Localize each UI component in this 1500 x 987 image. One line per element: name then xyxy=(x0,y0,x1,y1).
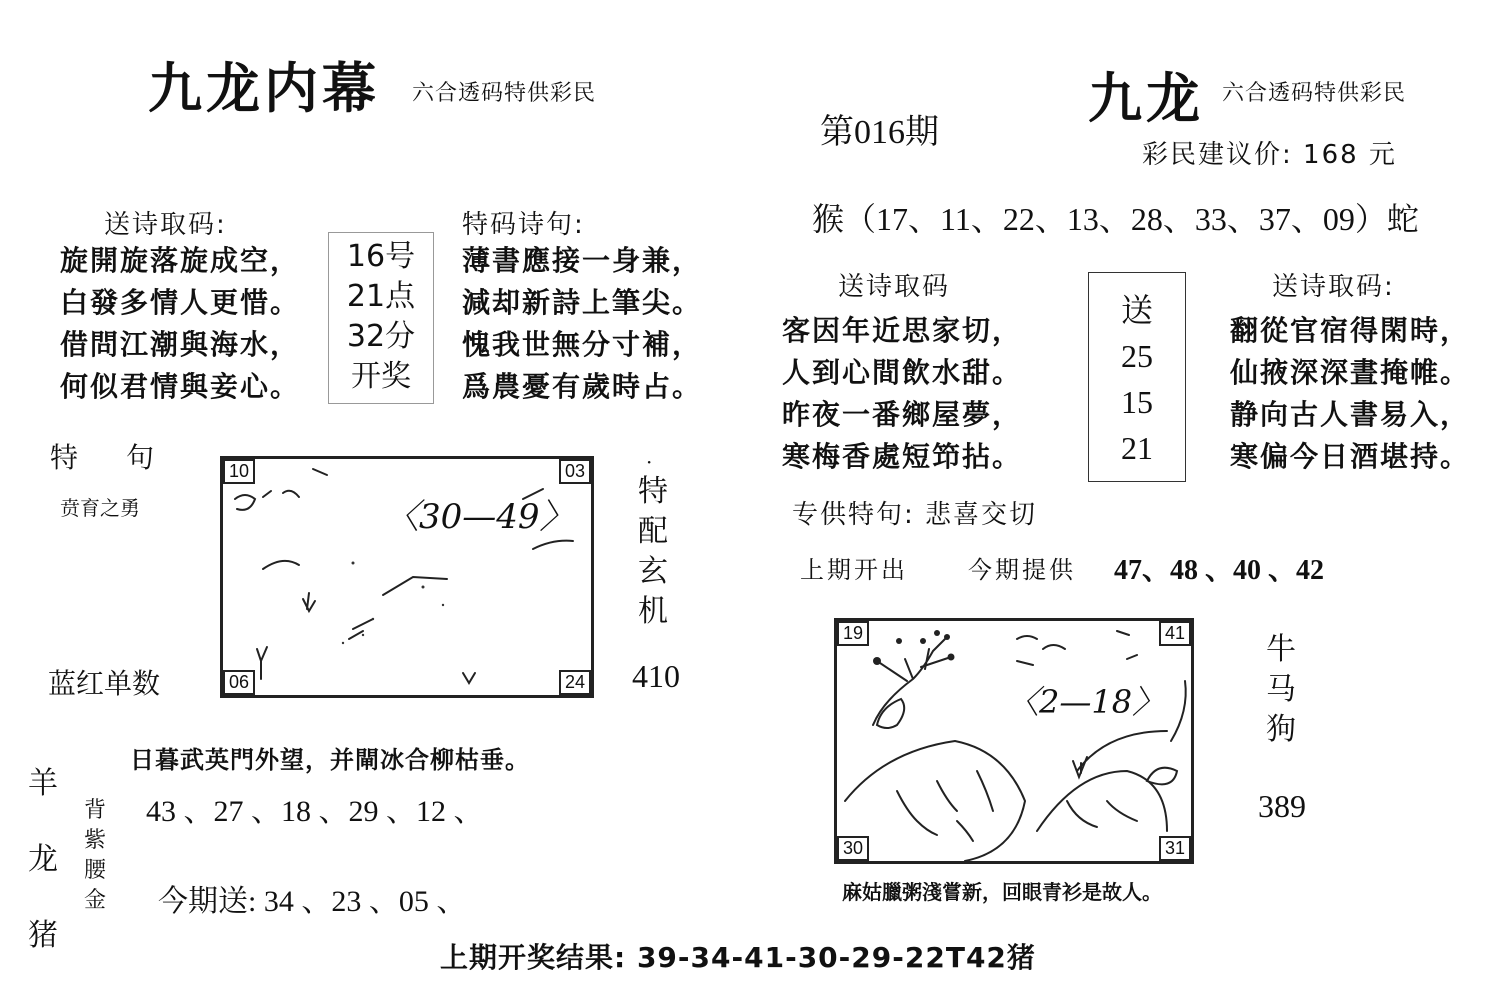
time-item: 16号 xyxy=(346,239,416,274)
send-item: 21 xyxy=(1121,430,1153,466)
last-result: 上期开奖结果: 39-34-41-30-29-22T42猪 xyxy=(440,941,1036,974)
right-poem2 xyxy=(1230,310,1470,478)
provide-numbers: 47、48 、40 、42 xyxy=(1114,555,1325,586)
animal-char: 龙 xyxy=(28,842,58,877)
poem-line: 仙掖深深晝掩帷。 xyxy=(1230,356,1471,389)
number-389: 389 xyxy=(1258,788,1306,824)
number-410: 410 xyxy=(632,658,680,694)
beizi-char: 背 xyxy=(83,798,106,823)
poem-line: 借問江潮與海水， xyxy=(60,328,301,361)
issue-number: 第016期 xyxy=(820,114,939,151)
beizi-char: 紫 xyxy=(83,828,106,853)
beizi-char: 金 xyxy=(83,888,106,913)
poem-line: 白發多情人更惜。 xyxy=(60,286,301,319)
right-image-box xyxy=(834,618,1194,864)
left-subtitle: 六合透码特供彩民 xyxy=(412,81,597,106)
vertical-char: 特 xyxy=(638,474,668,509)
left-handwritten-range: 〈30—49〉 xyxy=(385,497,574,537)
vertical-char: 马 xyxy=(1266,672,1296,707)
corner-number: 41 xyxy=(1159,621,1191,646)
poem-line: 人到心間飲水甜。 xyxy=(782,356,1023,389)
poem-line: 減却新詩上筆尖。 xyxy=(462,286,703,319)
poem-line: 静向古人書易入， xyxy=(1230,398,1471,431)
right-verse: 麻姑臘粥淺嘗新，回眼青衫是故人。 xyxy=(842,880,1162,904)
poem-line: 愧我世無分寸補， xyxy=(462,328,703,361)
right-subtitle: 六合透码特供彩民 xyxy=(1222,81,1407,106)
right-handwritten-range: 〈2—18〉 xyxy=(1007,683,1165,721)
animal-char: 猪 xyxy=(28,918,58,953)
left-poem2-heading: 特码诗句: xyxy=(462,210,585,240)
beizi-char: 腰 xyxy=(83,858,106,883)
send-item: 15 xyxy=(1121,384,1153,420)
poem-line: 翻從官宿得閑時， xyxy=(1230,314,1471,347)
animal-char: 羊 xyxy=(28,766,58,801)
left-animals xyxy=(26,746,60,974)
left-time-box xyxy=(328,232,434,404)
time-item: 21点 xyxy=(346,279,416,314)
corner-number: 06 xyxy=(223,670,255,695)
last-open-label: 上期开出 xyxy=(800,556,908,584)
vertical-char: 狗 xyxy=(1266,712,1296,747)
right-poem1-heading: 送诗取码 xyxy=(838,272,951,302)
poem-line: 薄書應接一身兼， xyxy=(462,244,703,277)
corner-number: 19 xyxy=(837,621,869,646)
right-send-box xyxy=(1088,272,1186,482)
left-poem2 xyxy=(462,240,702,408)
vertical-char: 玄 xyxy=(638,554,668,589)
send-item: 25 xyxy=(1121,338,1153,374)
corner-number: 31 xyxy=(1159,836,1191,861)
right-vertical-hint xyxy=(1264,630,1298,750)
left-poem1 xyxy=(60,240,300,408)
corner-number: 03 xyxy=(559,459,591,484)
right-poem2-heading: 送诗取码: xyxy=(1272,272,1395,302)
left-title: 九龙内幕 xyxy=(148,57,380,120)
left-vertical-hint xyxy=(636,472,670,632)
teju-text: 贲育之勇 xyxy=(60,496,140,520)
right-sketch-illustration xyxy=(837,621,1191,861)
left-image-box xyxy=(220,456,594,698)
teju-heading: 特 句 xyxy=(50,441,165,474)
left-verse: 日暮武英門外望，并閘冰合柳枯垂。 xyxy=(130,746,530,774)
right-poem1 xyxy=(782,310,1022,478)
poem-line: 客因年近思家切， xyxy=(782,314,1023,347)
special-line: 专供特句: 悲喜交切 xyxy=(792,500,1038,530)
monkey-snake-line: 猴（17、11、22、13、28、33、37、09）蛇 xyxy=(812,201,1419,237)
time-item: 开奖 xyxy=(351,359,411,394)
today-send: 今期送: 34 、23 、05 、 xyxy=(158,885,467,918)
corner-number: 10 xyxy=(223,459,255,484)
corner-number: 24 xyxy=(559,670,591,695)
poem-line: 爲農憂有歲時占。 xyxy=(462,370,703,403)
corner-number: 30 xyxy=(837,836,869,861)
vertical-char: 机 xyxy=(638,594,668,629)
time-item: 32分 xyxy=(346,319,416,354)
poem-line: 何似君情與妾心。 xyxy=(60,370,301,403)
vertical-char: 配 xyxy=(638,514,668,549)
this-provide-label: 今期提供 xyxy=(968,556,1076,584)
price: 彩民建议价: 168 元 xyxy=(1142,140,1397,170)
vertical-char: 牛 xyxy=(1266,632,1296,667)
lanhong-label: 蓝红单数 xyxy=(48,667,161,700)
beizi-vertical xyxy=(80,796,110,916)
poem-line: 昨夜一番鄉屋夢， xyxy=(782,398,1023,431)
poem-line: 旋開旋落旋成空， xyxy=(60,244,301,277)
left-number-list: 43 、27 、18 、29 、12 、 xyxy=(146,795,484,828)
left-poem1-heading: 送诗取码: xyxy=(104,210,227,240)
dot-mark: · xyxy=(646,450,653,474)
send-item: 送 xyxy=(1120,292,1153,328)
poem-line: 寒梅香處短笻拈。 xyxy=(782,440,1023,473)
poem-line: 寒偏今日酒堪持。 xyxy=(1230,440,1471,473)
right-title: 九龙 xyxy=(1088,67,1204,130)
